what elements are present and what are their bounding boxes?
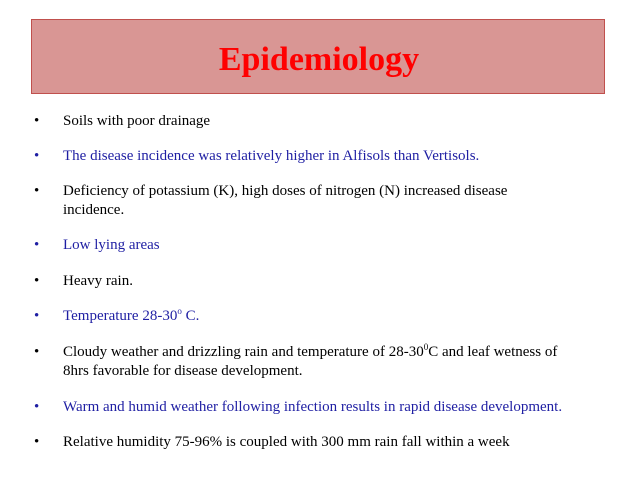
bullet-icon: • (34, 434, 40, 450)
bullet-icon: • (34, 344, 40, 360)
bullet-text (63, 343, 623, 381)
bullet-text: Soils with poor drainage (63, 113, 211, 129)
bullet-text-line: 8hrs favorable for disease development. (63, 363, 303, 379)
bullet-text-part: C and leaf wetness of (428, 344, 558, 360)
bullet-text-part: C. (181, 308, 200, 324)
bullet-text: Low lying areas (63, 237, 160, 253)
bullet-text: Heavy rain. (63, 273, 133, 289)
bullet-text-part: Temperature 28-30 (63, 308, 178, 324)
bullet-icon: • (34, 183, 40, 199)
bullet-icon: • (34, 399, 40, 415)
bullet-text: Relative humidity 75-96% is coupled with 300 mm rain fall within a week (63, 434, 510, 450)
bullet-icon: • (34, 273, 40, 289)
superscript: o (177, 306, 182, 316)
superscript: 0 (423, 342, 429, 352)
bullet-text (63, 182, 623, 220)
bullet-text (63, 307, 623, 326)
bullet-text: Warm and humid weather following infection results in rapid disease development. (63, 399, 563, 415)
bullet-icon: • (34, 237, 40, 253)
bullet-text-part: Cloudy weather and drizzling rain and temperature of 28-30 (63, 344, 424, 360)
bullet-icon: • (34, 308, 40, 324)
bullet-icon: • (34, 148, 40, 164)
bullet-text: The disease incidence was relatively higher in Alfisols than Vertisols. (63, 148, 480, 164)
bullet-icon: • (34, 113, 40, 129)
bullet-text-line: incidence. (63, 202, 125, 218)
slide-title: Epidemiology (218, 41, 420, 78)
bullet-text-line: Deficiency of potassium (K), high doses of nitrogen (N) increased disease (63, 183, 508, 199)
